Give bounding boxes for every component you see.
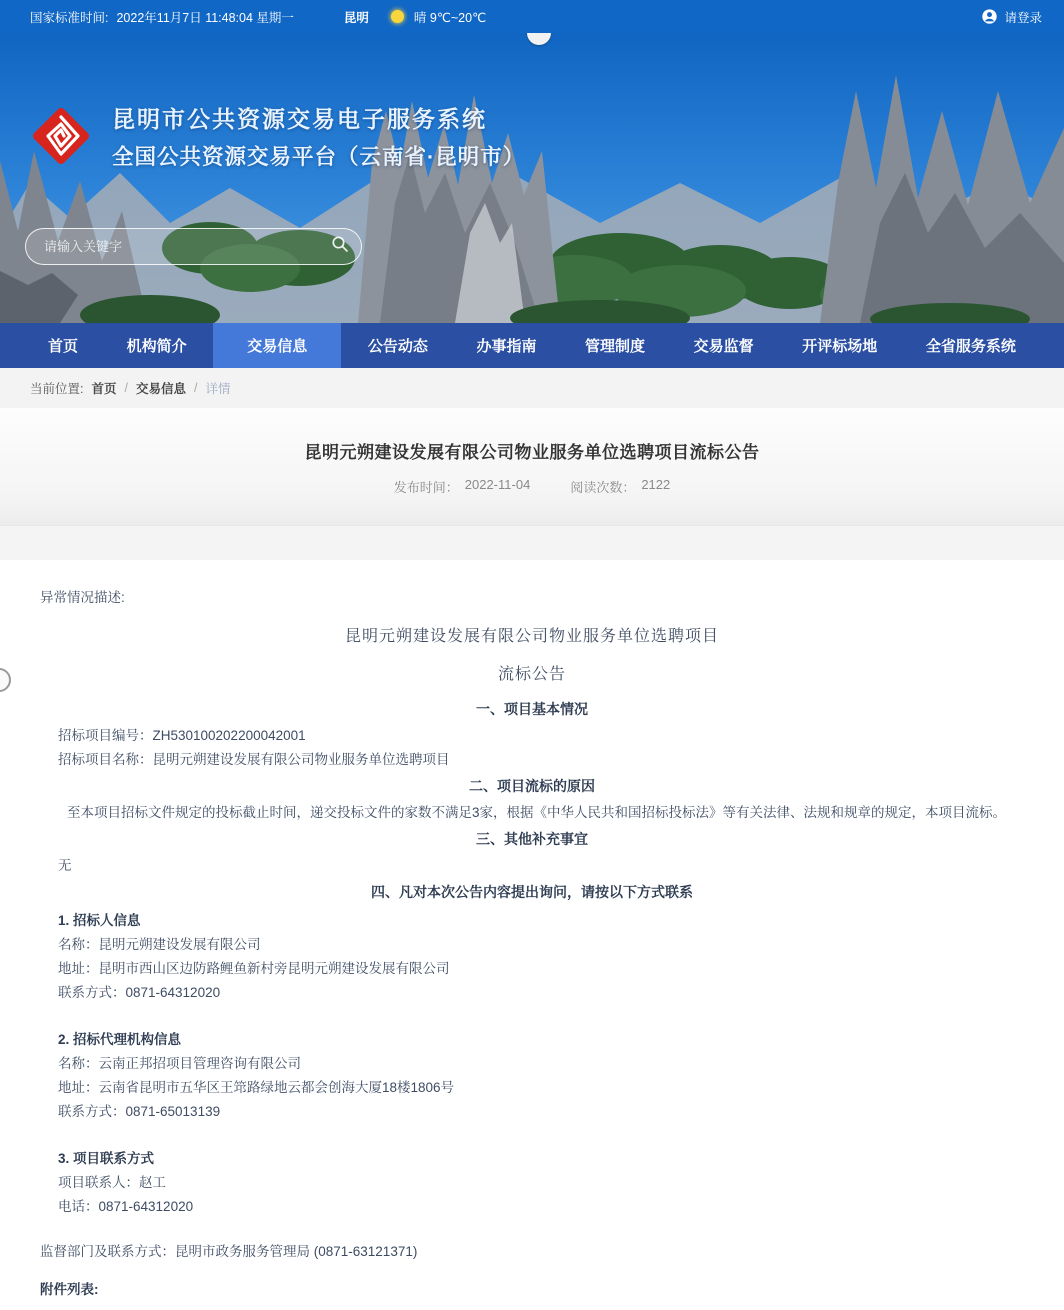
section-gap xyxy=(0,526,1064,560)
topbar xyxy=(0,0,1064,33)
nav-item-1[interactable]: 机构简介 xyxy=(126,338,187,355)
search-input[interactable] xyxy=(44,239,331,254)
article-block-bold-line-16: 2. 招标代理机构信息 xyxy=(58,1031,182,1047)
article-block-bold-label-26: 附件列表: xyxy=(40,1281,99,1297)
breadcrumb-item-2: 详情 xyxy=(205,382,231,396)
search-box[interactable] xyxy=(25,228,362,265)
article-block-bold-line-21: 3. 项目联系方式 xyxy=(58,1150,155,1166)
standard-time-value: 2022年11月7日 11:48:04 星期一 xyxy=(116,10,294,25)
meta-gap xyxy=(536,477,564,496)
site-title-block xyxy=(112,101,525,171)
article-header xyxy=(0,408,1064,526)
site-brand xyxy=(28,101,525,171)
breadcrumb-label: 当前位置: xyxy=(30,382,84,396)
article-block-line-14: 联系方式：0871-64312020 xyxy=(58,984,221,1000)
nav-item-3[interactable]: 公告动态 xyxy=(367,338,428,355)
article-block-line-19: 联系方式：0871-65013139 xyxy=(58,1103,221,1119)
nav-item-5[interactable]: 管理制度 xyxy=(585,338,646,355)
article-block-paragraph-7: 至本项目招标文件规定的投标截止时间，递交投标文件的家数不满足3家，根据《中华人民共和国招标投标法》等有关法律、法规和规章的规定，本项目流标。 xyxy=(67,804,1007,820)
breadcrumb-item-0[interactable]: 首页 xyxy=(91,382,117,396)
nav-item-2[interactable]: 交易信息 xyxy=(213,323,341,368)
article-block-line-9: 无 xyxy=(58,857,72,873)
publish-time-label: 发布时间： xyxy=(393,479,459,495)
site-title: 昆明市公共资源交易电子服务系统 xyxy=(112,106,487,132)
article-block-line-18: 地址：云南省昆明市五华区王筇路绿地云都会创海大厦18楼1806号 xyxy=(58,1079,455,1095)
topbar-left xyxy=(30,8,486,26)
article-block-line-23: 电话：0871-64312020 xyxy=(58,1198,194,1214)
nav-item-8[interactable]: 全省服务系统 xyxy=(925,338,1016,355)
breadcrumb-item-1[interactable]: 交易信息 xyxy=(135,382,186,396)
nav-item-4[interactable]: 办事指南 xyxy=(476,338,537,355)
article-block-spacer-15 xyxy=(40,1005,1024,1026)
article-block-center-title-1: 昆明元朔建设发展有限公司物业服务单位选聘项目 xyxy=(344,628,719,646)
article-block-center-heading-6: 二、项目流标的原因 xyxy=(469,777,595,794)
nav-item-0[interactable]: 首页 xyxy=(48,338,79,355)
views-label: 阅读次数： xyxy=(570,479,636,495)
views-count: 2122 xyxy=(641,476,671,492)
banner xyxy=(0,33,1064,323)
nav-item-7[interactable]: 开评标场地 xyxy=(802,338,878,355)
city-label[interactable]: 昆明 xyxy=(343,10,369,25)
sun-icon xyxy=(391,10,404,23)
article-title: 昆明元朔建设发展有限公司物业服务单位选聘项目流标公告 xyxy=(304,442,760,462)
main-nav xyxy=(0,323,1064,368)
site-logo xyxy=(28,103,94,169)
article-block-center-title-2: 流标公告 xyxy=(497,666,566,684)
article-block-label-0: 异常情况描述: xyxy=(40,590,125,605)
article-block-bold-line-11: 1. 招标人信息 xyxy=(58,912,141,928)
breadcrumb-separator: / xyxy=(124,381,128,395)
article-block-spacer-20 xyxy=(40,1124,1024,1145)
article-block-center-heading-8: 三、其他补充事宜 xyxy=(476,830,588,847)
article-block-center-heading-10: 四、凡对本次公告内容提出询问，请按以下方式联系 xyxy=(371,883,693,900)
article-block-spacer-24 xyxy=(40,1219,1024,1240)
search-icon[interactable] xyxy=(331,235,349,258)
breadcrumb xyxy=(0,368,1064,408)
article-block-line-22: 项目联系人：赵工 xyxy=(58,1174,166,1190)
breadcrumb-separator: / xyxy=(194,381,198,395)
article-block-label-25: 监督部门及联系方式：昆明市政务服务管理局 (0871-63121371) xyxy=(40,1243,418,1259)
site-subtitle: 全国公共资源交易平台（云南省·昆明市） xyxy=(112,145,526,169)
article-block-line-17: 名称：云南正邦招项目管理咨询有限公司 xyxy=(58,1055,301,1071)
weather-label: 晴 9℃~20℃ xyxy=(413,10,487,25)
article-body xyxy=(0,560,1064,1302)
publish-time-value: 2022-11-04 xyxy=(464,476,531,492)
banner-landscape-image xyxy=(0,33,1064,323)
article-meta xyxy=(394,477,671,496)
nav-item-6[interactable]: 交易监督 xyxy=(693,338,754,355)
article-block-line-12: 名称：昆明元朔建设发展有限公司 xyxy=(58,936,261,952)
standard-time-label: 国家标准时间: xyxy=(30,10,109,25)
article-block-center-heading-3: 一、项目基本情况 xyxy=(476,700,588,717)
login-button[interactable] xyxy=(981,8,1042,26)
login-label: 请登录 xyxy=(1004,10,1042,25)
article-block-line-4: 招标项目编号：ZH530100202200042001 xyxy=(58,727,306,743)
article-block-line-5: 招标项目名称：昆明元朔建设发展有限公司物业服务单位选聘项目 xyxy=(58,751,450,767)
user-icon xyxy=(981,8,998,25)
article-block-line-13: 地址：昆明市西山区边防路鲤鱼新村旁昆明元朔建设发展有限公司 xyxy=(58,960,450,976)
